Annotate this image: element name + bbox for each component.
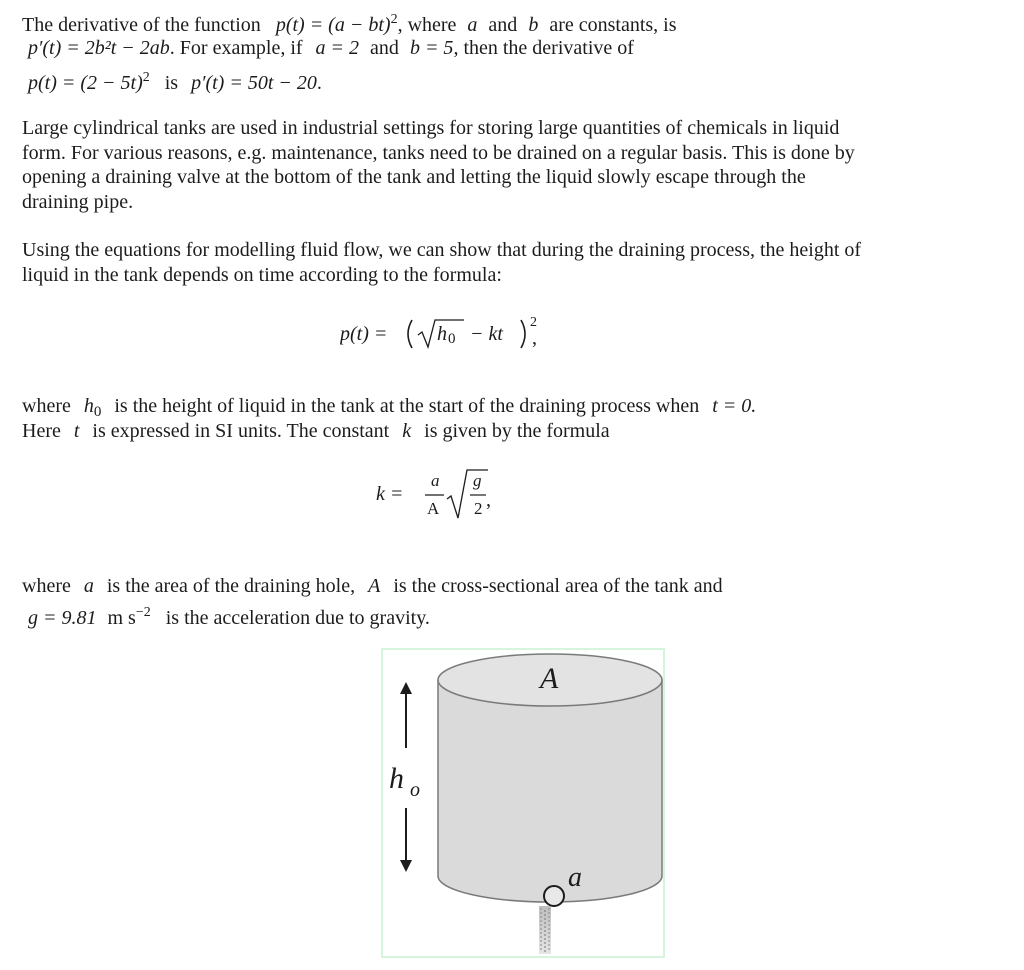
right-paren — [521, 320, 525, 348]
height-formula — [340, 314, 550, 354]
height-formula-lhs: p(t) = — [340, 323, 388, 345]
formula-exponent: 2 — [530, 315, 537, 330]
height-label: h — [389, 762, 404, 795]
modelling-text: Using the equations for modelling fluid flow, we can show that during the draining process, the height of liquid in the tank depends on time according to the formula: — [22, 239, 862, 286]
height-arrow-down-head — [400, 860, 412, 872]
t-variable: t — [73, 420, 80, 442]
is-word: is — [164, 72, 179, 94]
constant-a: a — [467, 14, 478, 36]
here-word: Here — [22, 420, 61, 442]
then-text: , then the derivative of — [453, 37, 634, 59]
k-formula-lhs: k = — [376, 483, 404, 505]
constant-b: b — [528, 14, 539, 36]
for-example-text: . For example, if — [169, 37, 303, 59]
h0-explanation-text: is the height of liquid in the tank at the start of the draining process when — [114, 395, 700, 417]
and-word: and — [488, 14, 518, 36]
left-paren — [408, 320, 412, 348]
variables-line-1 — [22, 574, 723, 598]
k-frac-denominator: A — [427, 499, 440, 518]
root-denominator: 2 — [474, 499, 483, 518]
where-word: , where — [397, 14, 457, 36]
where-word-3: where — [22, 575, 71, 597]
tank-area-label: A — [540, 662, 559, 695]
example-derivative: p′(t) = 50t − 20 — [191, 72, 317, 94]
tanks-paragraph — [22, 116, 862, 214]
height-arrow-up-head — [400, 682, 412, 694]
derivative-expression: p′(t) = 2b²t − 2ab — [28, 37, 170, 59]
k-formula — [376, 466, 516, 522]
a-value: a = 2 — [315, 37, 360, 59]
given-by-text: is given by the formula — [424, 420, 610, 442]
draining-hole — [544, 886, 564, 906]
k-frac-numerator: a — [431, 471, 440, 490]
where-word-2: where — [22, 395, 71, 417]
formula-comma: , — [532, 327, 537, 349]
derivative-line-1 — [22, 8, 677, 37]
si-units-text: is expressed in SI units. The constant — [92, 420, 390, 442]
k-formula-comma: , — [486, 489, 491, 511]
gravity-text: is the acceleration due to gravity. — [165, 607, 430, 629]
A-variable: A — [368, 575, 381, 597]
g-value: g = 9.81 — [28, 607, 97, 629]
derivative-line-2 — [28, 36, 634, 60]
a-variable: a — [83, 575, 94, 597]
cross-section-text: is the cross-sectional area of the tank and — [393, 575, 723, 597]
radicand-h: h — [437, 323, 447, 345]
b-value: b = 5 — [409, 37, 454, 59]
k-variable: k — [402, 420, 412, 442]
tank-body — [438, 680, 662, 902]
liquid-stream — [539, 906, 551, 954]
variables-line-2 — [28, 601, 430, 630]
are-constants-text: are constants, is — [549, 14, 677, 36]
derivative-line-3 — [28, 66, 322, 95]
derivative-intro-text: The derivative of the function — [22, 14, 261, 36]
period: . — [316, 72, 322, 94]
h0-line-2 — [22, 419, 610, 443]
and-word-2: and — [370, 37, 399, 59]
minus-kt: − kt — [470, 323, 503, 345]
k-formula-graphic — [376, 466, 516, 522]
example-function: $p(t) = (2 - 5t)^2$ — [28, 70, 150, 94]
tank-diagram — [383, 650, 663, 956]
function-expression: p(t) = (a − bt)$^2$ — [275, 12, 398, 36]
h0-symbol: $h_0$ — [83, 395, 102, 420]
root-numerator: g — [473, 471, 482, 490]
tanks-text: Large cylindrical tanks are used in industrial settings for storing large quantities of chemicals in liquid form. For various reasons, e.g. maintenance, tanks need to be drained on a regular basis. This is done by opening a draining valve at the bottom of the tank and letting the liquid slowly escape through the draining pipe. — [22, 117, 855, 213]
height-label-subscript: o — [410, 779, 420, 801]
modelling-paragraph — [22, 238, 862, 287]
radicand-subscript: 0 — [448, 331, 456, 347]
hole-area-label: a — [568, 862, 582, 893]
t-zero: t = 0. — [712, 395, 757, 417]
g-unit: m $s^{-2}$ — [107, 605, 151, 629]
height-formula-graphic — [340, 314, 550, 354]
tank-figure — [381, 648, 665, 958]
hole-area-text: is the area of the draining hole, — [106, 575, 356, 597]
